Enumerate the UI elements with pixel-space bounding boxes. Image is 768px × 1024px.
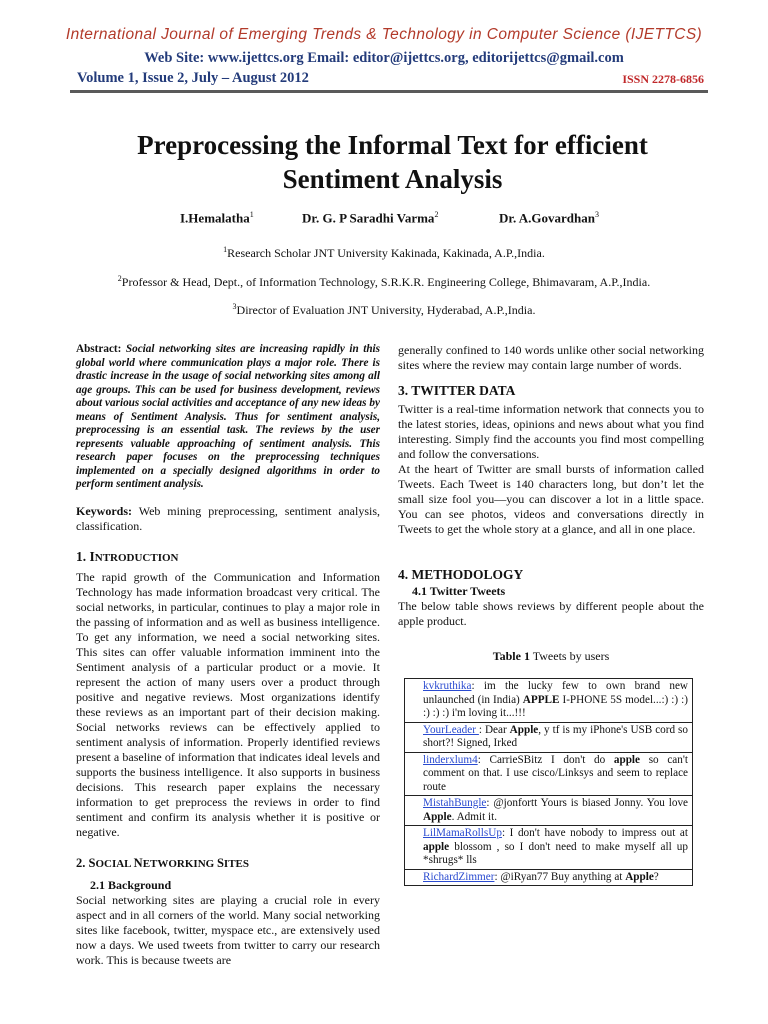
tweet-cell (405, 752, 693, 796)
keywords-text: Web mining preprocessing, sentiment analysis, classification. (76, 503, 380, 533)
heading-cap: I (89, 548, 95, 564)
affiliation-text: Director of Evaluation JNT University, Hyderabad, A.P.,India. (236, 303, 536, 317)
tweet-text: I-PHONE 5S model...:) :) :) :) :) :) i'm loving it...!!! (423, 693, 688, 719)
section-1-heading (76, 549, 380, 566)
section-3-heading: 3. TWITTER DATA (398, 383, 516, 398)
affiliation-sup: 3 (232, 302, 237, 311)
journal-volume: Volume 1, Issue 2, July – August 2012 (77, 70, 309, 86)
heading-smallcaps: OCIAL (95, 857, 134, 870)
heading-cap: S (88, 855, 96, 870)
table-row (405, 796, 693, 826)
tweet-cell (405, 796, 693, 826)
keywords (76, 504, 380, 534)
tweet-cell (405, 826, 693, 870)
paper-title (80, 128, 705, 196)
tweet-text: : I don't have nobody to impress out at (501, 827, 688, 839)
tweet-text: blossom , so I don't need to make myself all up *shrugs* lls (423, 840, 688, 866)
section-1-body: The rapid growth of the Communication and Information Technology has made information broadcast very critical. The social networks, in particular, continues to play a major role in the passing of information and as well as business intelligence. To get any information, we need a social networking sites. This sites can offer valuable information imminent into the Sentiment analysis of a particular product or a movie. It represent the action of many users over a product through positive and negative reviews. Most organizations identify these reviews as an important part of their decision making. Social networks reviews can be effectively applied to sentiment analysis of information. Properly identified reviews present a baseline of information that indicates ideal levels and supports the business intelligence. It also supports in business decisions. This research paper explains the necessary information to get preprocess the reviews in order to find sentiment and confirm its analysis whether it is positive or negative. (76, 569, 380, 839)
tweet-text: so can't comment on that. I use cisco/Linksys and seem to replace route (423, 753, 688, 793)
table-row (405, 679, 693, 723)
heading-smallcaps: ETWORKING (142, 857, 217, 870)
author-sup: 3 (594, 210, 599, 219)
heading-smallcaps: NTRODUCTION (94, 551, 179, 564)
tweet-keyword: Apple (625, 870, 654, 883)
tweet-text: : @iRyan77 Buy anything at (494, 870, 626, 883)
heading-smallcaps: ITES (223, 857, 249, 870)
section-2-body-continued: generally confined to 140 words unlike other social networking sites where the review may contain large number of words. (398, 343, 704, 372)
tweet-keyword: Apple (509, 723, 539, 736)
tweet-cell (405, 869, 693, 886)
section-2-body: Social networking sites are playing a crucial role in every aspect and in all corners of the world. Many social networking sites like facebook, twitter, myspace etc., are extensively used now a days. We used tweets from twitter to carry our research work. This is because tweets are (76, 892, 380, 967)
tweet-cell (405, 722, 693, 752)
journal-website: Web Site: www.ijettcs.org Email: editor@ijettcs.org, editorijettcs@gmail.com (144, 50, 624, 66)
header-rule (70, 90, 708, 93)
tweet-text: ? (653, 870, 659, 883)
tweet-text: , y tf is my iPhone's USB cord so short?! Signed, Irked (423, 723, 688, 749)
author-name: I.Hemalatha (180, 210, 250, 226)
abstract (76, 343, 380, 492)
affiliation-sup: 2 (117, 274, 122, 283)
author-name: Dr. A.Govardhan (499, 210, 595, 226)
section-3-para-1: Twitter is a real-time information network that connects you to the latest stories, ideas, opinions and news about what you find interesting. Simply find the accounts you find most compelling and follow the conversations. (398, 402, 704, 461)
author-2 (302, 210, 438, 226)
affiliation-3 (0, 302, 768, 318)
author-sup: 1 (249, 210, 254, 219)
tweet-username-link[interactable]: LilMamaRollsUp (423, 827, 502, 839)
affiliation-sup: 1 (223, 245, 228, 254)
affiliation-text: Research Scholar JNT University Kakinada, Kakinada, A.P.,India. (227, 246, 545, 260)
subsection-4-1-heading: 4.1 Twitter Tweets (412, 584, 506, 598)
tweet-text: : im the lucky few to own brand new unlaunched (in India) (423, 680, 688, 706)
author-sup: 2 (434, 210, 439, 219)
tweet-keyword: Apple (423, 810, 452, 823)
table-caption-label: Table 1 (492, 649, 530, 663)
heading-cap: S (216, 855, 224, 870)
tweet-text: : Dear (478, 723, 510, 736)
section-number: 1. (76, 548, 87, 564)
section-2-heading (76, 856, 380, 872)
table-caption-text: Tweets by users (529, 649, 610, 663)
tweet-cell (405, 679, 693, 723)
tweet-keyword: APPLE (522, 693, 560, 706)
table-row (405, 752, 693, 796)
tweet-username-link[interactable]: MistahBungle (423, 797, 487, 809)
keywords-label: Keywords: (76, 503, 132, 518)
tweet-username-link[interactable]: linderxlum4 (423, 753, 478, 766)
author-name: Dr. G. P Saradhi Varma (302, 210, 435, 226)
tweet-text: . Admit it. (451, 810, 497, 823)
journal-issn: ISSN 2278-6856 (622, 72, 704, 86)
affiliation-1 (0, 245, 768, 261)
author-3 (499, 210, 599, 226)
author-1 (180, 210, 254, 226)
table-row (405, 869, 693, 886)
left-column (76, 343, 380, 968)
table-caption (398, 649, 704, 664)
abstract-label: Abstract: (76, 343, 122, 355)
tweet-username-link[interactable]: YourLeader (423, 723, 479, 736)
affiliation-text: Professor & Head, Dept., of Information Technology, S.R.K.R. Engineering College, Bhimavaram, A.P.,India. (121, 275, 651, 289)
right-column (398, 343, 704, 886)
tweet-text: : @jonfortt Yours is biased Jonny. You love (486, 797, 688, 809)
section-number: 2. (76, 855, 86, 870)
tweet-keyword: apple (423, 840, 450, 853)
tweet-keyword: apple (613, 753, 641, 766)
tweets-table (404, 678, 693, 886)
journal-title: International Journal of Emerging Trends & Technology in Computer Science (IJETTCS) (65, 26, 703, 43)
paper-title-line2: Sentiment Analysis (282, 164, 503, 194)
tweet-text: : CarrieSBitz I don't do (477, 753, 614, 766)
paper-title-line1: Preprocessing the Informal Text for efficient (137, 130, 648, 160)
section-3-para-2: At the heart of Twitter are small bursts of information called Tweets. Each Tweet is 140 characters long, but don’t let the small size fool you—you can discover a lot in a little space. You can see photos, videos and conversations directly in Tweets to get the whole story at a glance, and all in one place. (398, 462, 704, 536)
affiliation-2 (0, 274, 768, 290)
table-row (405, 722, 693, 752)
abstract-text: Social networking sites are increasing rapidly in this global world where communication plays a major role. There is drastic increase in the usage of social networking sites among all age groups. This can be used for business development, reviews about various social activities and acceptance of any new ideas by means of Sentiment Analysis. Thus for sentiment analysis, preprocessing is an essential task. The reviews by the user represents valuable approaching of sentiment analysis. This research paper focuses on the preprocessing techniques implemented on a specially designed algorithms in order to perform sentiment analysis. (76, 343, 380, 490)
tweet-username-link[interactable]: kvkruthika (423, 680, 472, 692)
subsection-2-1-heading: 2.1 Background (90, 877, 172, 892)
section-4-body: The below table shows reviews by different people about the apple product. (398, 599, 704, 628)
heading-cap: N (133, 855, 143, 870)
section-4-heading: 4. METHODOLOGY (398, 567, 524, 582)
table-row (405, 826, 693, 870)
tweet-username-link[interactable]: RichardZimmer (423, 870, 495, 883)
